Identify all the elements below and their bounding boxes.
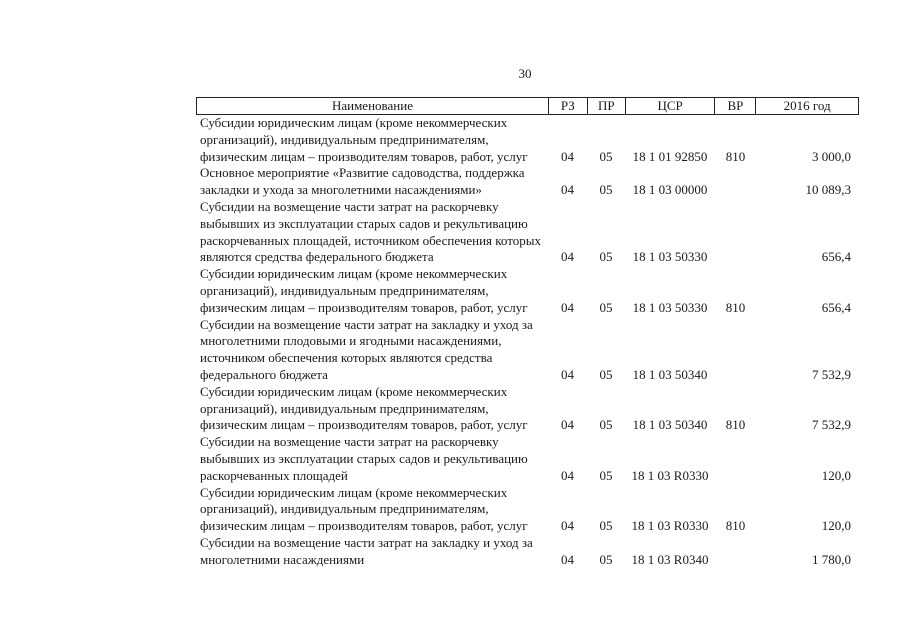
row-rz: 04 [561,182,574,198]
row-rz: 04 [561,467,574,483]
row-name [196,115,548,165]
table-row [196,384,859,434]
row-amount: 656,4 [821,299,851,315]
row-name-line: Субсидии юридическим лицам (кроме некоммерческих [200,484,508,500]
row-name-line: источником обеспечения которых являются средства [200,350,493,366]
row-csr: 18 1 03 50330 [632,299,708,315]
row-name [196,485,548,535]
row-amount: 120,0 [821,518,851,534]
row-name-line: физическим лицам – производителям товаров, работ, услуг [200,518,528,534]
row-name-line: организаций), индивидуальным предпринимателям, [200,282,489,298]
table-body [196,115,859,569]
row-name [196,317,548,384]
row-amount: 1 780,0 [812,551,851,567]
header-csr: ЦСР [625,98,715,114]
header-name: Наименование [331,98,413,113]
row-name-line: Субсидии юридическим лицам (кроме некоммерческих [200,383,508,399]
row-vr: 810 [725,518,746,534]
row-csr: 18 1 03 00000 [632,182,708,198]
row-name-line: Субсидии на возмещение части затрат на закладку и уход за [200,316,533,332]
row-name-line: Субсидии юридическим лицам (кроме некоммерческих [200,266,508,282]
row-rz: 04 [561,148,574,164]
row-name-line: многолетними насаждениями [200,551,365,567]
row-name [196,266,548,316]
row-rz: 04 [561,417,574,433]
row-amount: 7 532,9 [812,417,851,433]
row-pr: 05 [599,551,613,567]
row-name-line: являются средства федерального бюджета [200,249,434,265]
row-name-line: Субсидии на возмещение части затрат на раскорчевку [200,434,499,450]
row-name-line: организаций), индивидуальным предпринимателям, [200,501,489,517]
row-rz: 04 [561,551,574,567]
row-csr: 18 1 01 92850 [632,148,708,164]
row-amount: 120,0 [821,467,851,483]
row-name-line: Основное мероприятие «Развитие садоводства, поддержка [200,165,525,181]
table-row [196,535,859,569]
row-amount: 10 089,3 [805,182,851,198]
row-csr: 18 1 03 50330 [632,249,708,265]
table-row [196,165,859,199]
row-pr: 05 [599,467,613,483]
row-rz: 04 [561,249,574,265]
row-pr: 05 [599,417,613,433]
row-name [196,199,548,266]
header-year: 2016 год [755,98,858,114]
table-row [196,115,859,165]
header-vr: ВР [714,98,755,114]
row-rz: 04 [561,299,574,315]
row-name [196,165,548,199]
row-pr: 05 [599,366,613,382]
table-row [196,266,859,316]
row-name [196,434,548,484]
table-row [196,199,859,266]
page-number: 30 [518,66,532,81]
table-row [196,434,859,484]
header-pr: ПР [587,98,625,114]
row-name-line: раскорчеванных площадей, источником обеспечения которых [200,232,542,248]
row-name-line: раскорчеванных площадей [200,467,348,483]
budget-table [196,97,859,569]
row-name-line: физическим лицам – производителям товаров, работ, услуг [200,148,528,164]
row-csr: 18 1 03 50340 [632,366,708,382]
row-vr: 810 [725,299,746,315]
row-pr: 05 [599,299,613,315]
row-name-line: физическим лицам – производителям товаров, работ, услуг [200,299,528,315]
row-csr: 18 1 03 R0340 [631,551,709,567]
row-name-line: выбывших из эксплуатации старых садов и рекультивацию [200,450,528,466]
row-name-line: организаций), индивидуальным предпринимателям, [200,131,489,147]
table-row [196,485,859,535]
row-name-line: закладки и ухода за многолетними насаждениями» [200,182,482,198]
row-name-line: организаций), индивидуальным предпринимателям, [200,400,489,416]
row-pr: 05 [599,249,613,265]
row-name [196,535,548,569]
row-pr: 05 [599,518,613,534]
row-name-line: многолетними плодовыми и ягодными насаждениями, [200,333,502,349]
row-name-line: Субсидии на возмещение части затрат на раскорчевку [200,198,499,214]
row-amount: 7 532,9 [812,366,851,382]
row-rz: 04 [561,518,574,534]
row-amount: 3 000,0 [812,148,851,164]
table-row [196,317,859,384]
row-rz: 04 [561,366,574,382]
row-name-line: федерального бюджета [200,366,328,382]
row-pr: 05 [599,148,613,164]
row-name-line: выбывших из эксплуатации старых садов и рекультивацию [200,215,528,231]
table-header [196,97,859,115]
row-amount: 656,4 [821,249,851,265]
row-csr: 18 1 03 50340 [632,417,708,433]
header-rz: РЗ [548,98,587,114]
row-vr: 810 [725,148,746,164]
row-csr: 18 1 03 R0330 [631,467,709,483]
row-name-line: физическим лицам – производителям товаров, работ, услуг [200,417,528,433]
row-name-line: Субсидии на возмещение части затрат на закладку и уход за [200,534,533,550]
row-name [196,384,548,434]
row-name-line: Субсидии юридическим лицам (кроме некоммерческих [200,115,508,130]
row-vr: 810 [725,417,746,433]
row-csr: 18 1 03 R0330 [631,518,709,534]
row-pr: 05 [599,182,613,198]
